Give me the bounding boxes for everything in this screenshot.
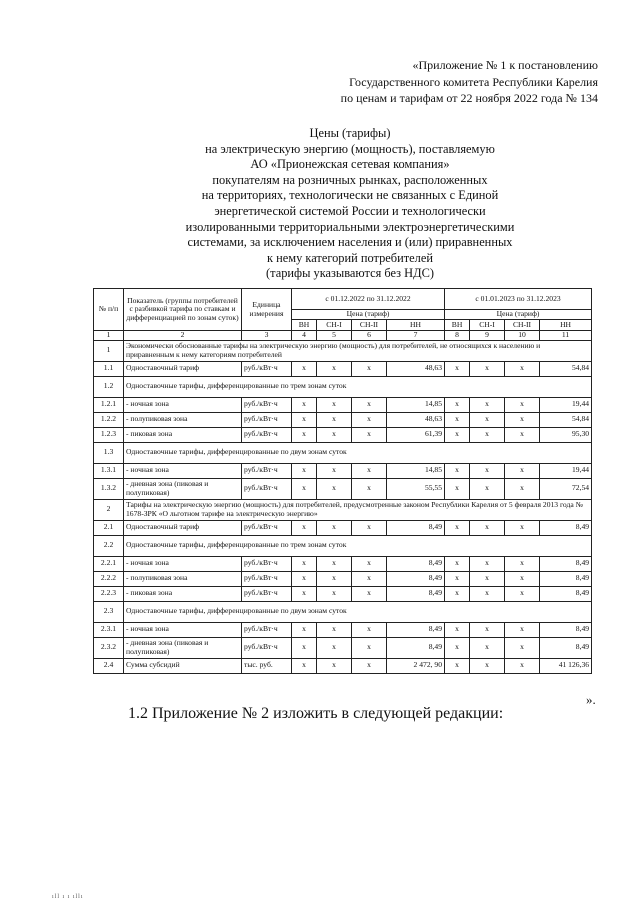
row-unit: руб./кВт·ч bbox=[242, 361, 292, 376]
tariff-value: 72,54 bbox=[540, 478, 592, 499]
tariff-value: 54,84 bbox=[540, 361, 592, 376]
tariff-value: 8,49 bbox=[387, 571, 445, 586]
tariff-value: 2 472, 90 bbox=[387, 658, 445, 673]
amendment-paragraph: 1.2 Приложение № 2 изложить в следующей редакции: bbox=[128, 705, 504, 722]
tariff-value: 54,84 bbox=[540, 412, 592, 427]
annex-line-1: «Приложение № 1 к постановлению bbox=[412, 58, 598, 72]
row-indicator: - ночная зона bbox=[124, 622, 242, 637]
tariff-value: x bbox=[505, 427, 540, 442]
section-title: Одноставочные тарифы, дифференцированные по трем зонам суток bbox=[124, 376, 592, 397]
header-price-2: Цена (тариф) bbox=[445, 310, 592, 320]
header-level: НН bbox=[387, 320, 445, 331]
tariff-value: x bbox=[445, 412, 470, 427]
tariff-value: x bbox=[292, 556, 317, 571]
row-indicator: - ночная зона bbox=[124, 397, 242, 412]
tariff-value: 8,49 bbox=[387, 637, 445, 658]
row-unit: руб./кВт·ч bbox=[242, 622, 292, 637]
annex-line-3: по ценам и тарифам от 22 ноября 2022 года № 134 bbox=[340, 91, 598, 105]
tariff-value: x bbox=[445, 520, 470, 535]
column-number: 5 bbox=[317, 331, 352, 341]
tariff-value: x bbox=[352, 520, 387, 535]
table-section-row bbox=[94, 535, 592, 556]
tariff-value: x bbox=[317, 658, 352, 673]
row-number: 2.3.2 bbox=[94, 637, 124, 658]
column-number: 6 bbox=[352, 331, 387, 341]
tariff-table bbox=[93, 288, 592, 674]
table-section-row bbox=[94, 499, 592, 520]
document-title bbox=[150, 126, 550, 282]
tariff-value: x bbox=[505, 412, 540, 427]
row-number: 1.2.3 bbox=[94, 427, 124, 442]
tariff-value: x bbox=[352, 478, 387, 499]
tariff-value: x bbox=[445, 586, 470, 601]
tariff-value: 19,44 bbox=[540, 397, 592, 412]
tariff-value: x bbox=[505, 361, 540, 376]
tariff-value: x bbox=[292, 658, 317, 673]
table-row bbox=[94, 520, 592, 535]
tariff-value: x bbox=[445, 427, 470, 442]
tariff-value: x bbox=[317, 361, 352, 376]
tariff-value: x bbox=[470, 556, 505, 571]
row-number: 1.2.1 bbox=[94, 397, 124, 412]
row-unit: руб./кВт·ч bbox=[242, 637, 292, 658]
tariff-value: x bbox=[505, 637, 540, 658]
header-period-1: с 01.12.2022 по 31.12.2022 bbox=[292, 289, 445, 310]
tariff-value: x bbox=[352, 571, 387, 586]
header-level: СН-I bbox=[470, 320, 505, 331]
header-num: № п/п bbox=[94, 289, 124, 331]
tariff-value: x bbox=[470, 427, 505, 442]
tariff-value: 19,44 bbox=[540, 463, 592, 478]
header-level: НН bbox=[540, 320, 592, 331]
row-unit: руб./кВт·ч bbox=[242, 478, 292, 499]
table-row bbox=[94, 571, 592, 586]
tariff-value: x bbox=[317, 478, 352, 499]
tariff-value: x bbox=[505, 463, 540, 478]
section-title: Одноставочные тарифы, дифференцированные по двум зонам суток bbox=[124, 601, 592, 622]
tariff-value: x bbox=[292, 427, 317, 442]
table-row bbox=[94, 412, 592, 427]
tariff-value: 14,85 bbox=[387, 463, 445, 478]
tariff-value: 8,49 bbox=[540, 556, 592, 571]
tariff-value: 41 126,36 bbox=[540, 658, 592, 673]
row-unit: руб./кВт·ч bbox=[242, 412, 292, 427]
annex-reference bbox=[341, 57, 598, 107]
tariff-value: x bbox=[317, 556, 352, 571]
title-line-1: Цены (тарифы) bbox=[309, 126, 391, 140]
tariff-value: x bbox=[445, 622, 470, 637]
row-indicator: - полупиковая зона bbox=[124, 571, 242, 586]
tariff-value: x bbox=[352, 463, 387, 478]
title-line-8: системами, за исключением населения и (или) приравненных bbox=[187, 235, 513, 250]
tariff-value: x bbox=[445, 658, 470, 673]
row-number: 2.2.2 bbox=[94, 571, 124, 586]
tariff-value: x bbox=[317, 622, 352, 637]
tariff-value: x bbox=[445, 556, 470, 571]
row-number: 1.3 bbox=[94, 442, 124, 463]
row-unit: руб./кВт·ч bbox=[242, 520, 292, 535]
header-level: СН-II bbox=[505, 320, 540, 331]
tariff-value: 14,85 bbox=[387, 397, 445, 412]
tariff-value: x bbox=[352, 637, 387, 658]
tariff-value: x bbox=[317, 463, 352, 478]
row-number: 2 bbox=[94, 499, 124, 520]
tariff-value: x bbox=[352, 658, 387, 673]
title-line-4: покупателям на розничных рынках, расположенных bbox=[212, 172, 488, 187]
tariff-value: x bbox=[317, 571, 352, 586]
tariff-value: 8,49 bbox=[540, 622, 592, 637]
row-indicator: - полупиковая зона bbox=[124, 412, 242, 427]
row-number: 1 bbox=[94, 340, 124, 361]
column-number: 4 bbox=[292, 331, 317, 341]
column-number: 11 bbox=[540, 331, 592, 341]
tariff-value: x bbox=[470, 520, 505, 535]
tariff-value: x bbox=[317, 520, 352, 535]
table-row bbox=[94, 478, 592, 499]
tariff-value: x bbox=[470, 478, 505, 499]
table-section-row bbox=[94, 442, 592, 463]
tariff-value: x bbox=[292, 463, 317, 478]
row-number: 2.3 bbox=[94, 601, 124, 622]
tariff-value: x bbox=[317, 637, 352, 658]
row-indicator: - ночная зона bbox=[124, 556, 242, 571]
row-number: 1.3.2 bbox=[94, 478, 124, 499]
title-line-5: на территориях, технологически не связанных с Единой bbox=[201, 188, 499, 203]
row-number: 1.1 bbox=[94, 361, 124, 376]
row-unit: руб./кВт·ч bbox=[242, 556, 292, 571]
title-line-10: (тарифы указываются без НДС) bbox=[266, 266, 434, 281]
tariff-value: x bbox=[505, 397, 540, 412]
row-indicator: - дневная зона (пиковая и полупиковая) bbox=[124, 478, 242, 499]
tariff-value: x bbox=[470, 463, 505, 478]
tariff-value: x bbox=[317, 397, 352, 412]
row-number: 2.2.1 bbox=[94, 556, 124, 571]
section-title: Одноставочные тарифы, дифференцированные по двум зонам суток bbox=[124, 442, 592, 463]
tariff-value: x bbox=[292, 478, 317, 499]
tariff-value: x bbox=[352, 586, 387, 601]
column-number: 3 bbox=[242, 331, 292, 341]
tariff-value: x bbox=[352, 397, 387, 412]
table-section-row bbox=[94, 340, 592, 361]
row-unit: руб./кВт·ч bbox=[242, 571, 292, 586]
row-number: 1.2 bbox=[94, 376, 124, 397]
row-indicator: - дневная зона (пиковая и полупиковая) bbox=[124, 637, 242, 658]
row-number: 2.2.3 bbox=[94, 586, 124, 601]
tariff-value: x bbox=[352, 556, 387, 571]
tariff-value: 8,49 bbox=[540, 586, 592, 601]
column-number: 1 bbox=[94, 331, 124, 341]
tariff-value: 8,49 bbox=[387, 586, 445, 601]
tariff-value: x bbox=[352, 361, 387, 376]
column-number: 10 bbox=[505, 331, 540, 341]
column-number-row bbox=[94, 331, 592, 341]
row-number: 1.3.1 bbox=[94, 463, 124, 478]
tariff-value: 8,49 bbox=[387, 622, 445, 637]
tariff-value: x bbox=[292, 571, 317, 586]
table-row bbox=[94, 622, 592, 637]
tariff-value: x bbox=[505, 622, 540, 637]
tariff-value: x bbox=[470, 361, 505, 376]
row-number: 2.1 bbox=[94, 520, 124, 535]
tariff-value: x bbox=[505, 478, 540, 499]
tariff-value: x bbox=[292, 412, 317, 427]
tariff-value: x bbox=[317, 412, 352, 427]
row-number: 2.4 bbox=[94, 658, 124, 673]
table-row bbox=[94, 463, 592, 478]
tariff-value: x bbox=[292, 622, 317, 637]
row-unit: руб./кВт·ч bbox=[242, 427, 292, 442]
title-line-3: АО «Прионежская сетевая компания» bbox=[250, 157, 450, 172]
tariff-value: x bbox=[470, 571, 505, 586]
tariff-value: x bbox=[352, 622, 387, 637]
column-number: 2 bbox=[124, 331, 242, 341]
row-indicator: - ночная зона bbox=[124, 463, 242, 478]
tariff-value: 55,55 bbox=[387, 478, 445, 499]
row-unit: руб./кВт·ч bbox=[242, 463, 292, 478]
tariff-value: x bbox=[505, 658, 540, 673]
tariff-value: x bbox=[470, 412, 505, 427]
tariff-value: x bbox=[292, 361, 317, 376]
row-number: 2.2 bbox=[94, 535, 124, 556]
section-title: Экономически обоснованные тарифы на электрическую энергию (мощность) для потребителей, не относящихся к населению и приравненным к нему категориям потребителей bbox=[124, 340, 592, 361]
tariff-value: x bbox=[470, 586, 505, 601]
tariff-value: 8,49 bbox=[387, 556, 445, 571]
row-indicator: Сумма субсидий bbox=[124, 658, 242, 673]
tariff-value: x bbox=[505, 571, 540, 586]
row-indicator: - пиковая зона bbox=[124, 427, 242, 442]
table-row bbox=[94, 361, 592, 376]
tariff-value: 61,39 bbox=[387, 427, 445, 442]
row-indicator: - пиковая зона bbox=[124, 586, 242, 601]
tariff-value: x bbox=[445, 361, 470, 376]
header-period-2: с 01.01.2023 по 31.12.2023 bbox=[445, 289, 592, 310]
tariff-value: x bbox=[445, 637, 470, 658]
row-unit: тыс. руб. bbox=[242, 658, 292, 673]
tariff-value: x bbox=[470, 637, 505, 658]
column-number: 7 bbox=[387, 331, 445, 341]
row-indicator: Одноставочный тариф bbox=[124, 520, 242, 535]
title-line-9: к нему категорий потребителей bbox=[267, 250, 433, 265]
header-level: СН-I bbox=[317, 320, 352, 331]
tariff-value: 8,49 bbox=[540, 637, 592, 658]
scan-artifact: ıll ı ı ıllı bbox=[52, 894, 84, 900]
tariff-value: x bbox=[470, 397, 505, 412]
section-title: Одноставочные тарифы, дифференцированные по трем зонам суток bbox=[124, 535, 592, 556]
tariff-value: 8,49 bbox=[540, 571, 592, 586]
tariff-value: x bbox=[317, 427, 352, 442]
title-line-2: на электрическую энергию (мощность), поставляемую bbox=[205, 141, 495, 156]
tariff-value: x bbox=[505, 556, 540, 571]
header-level: ВН bbox=[445, 320, 470, 331]
table-section-row bbox=[94, 601, 592, 622]
tariff-value: x bbox=[470, 658, 505, 673]
tariff-value: x bbox=[445, 463, 470, 478]
tariff-value: x bbox=[292, 586, 317, 601]
tariff-value: x bbox=[470, 622, 505, 637]
row-unit: руб./кВт·ч bbox=[242, 586, 292, 601]
header-price-1: Цена (тариф) bbox=[292, 310, 445, 320]
tariff-value: x bbox=[445, 397, 470, 412]
header-level: СН-II bbox=[352, 320, 387, 331]
tariff-value: x bbox=[292, 397, 317, 412]
row-unit: руб./кВт·ч bbox=[242, 397, 292, 412]
tariff-value: x bbox=[352, 427, 387, 442]
annex-line-2: Государственного комитета Республики Карелия bbox=[349, 74, 598, 89]
table-row bbox=[94, 397, 592, 412]
tariff-value: x bbox=[505, 586, 540, 601]
tariff-value: 95,30 bbox=[540, 427, 592, 442]
header-level: ВН bbox=[292, 320, 317, 331]
title-line-7: изолированными территориальными электроэнергетическими bbox=[185, 219, 515, 234]
row-number: 1.2.2 bbox=[94, 412, 124, 427]
header-unit: Единица измерения bbox=[242, 289, 292, 331]
column-number: 9 bbox=[470, 331, 505, 341]
table-row bbox=[94, 658, 592, 673]
tariff-value: x bbox=[292, 520, 317, 535]
header-indicator: Показатель (группы потребителей с разбивкой тарифа по ставкам и дифференциацией по зонам суток) bbox=[124, 289, 242, 331]
tariff-value: 8,49 bbox=[540, 520, 592, 535]
tariff-value: 48,63 bbox=[387, 412, 445, 427]
table-row bbox=[94, 427, 592, 442]
tariff-value: x bbox=[317, 586, 352, 601]
tariff-value: 48,63 bbox=[387, 361, 445, 376]
table-section-row bbox=[94, 376, 592, 397]
tariff-value: 8,49 bbox=[387, 520, 445, 535]
tariff-value: x bbox=[445, 571, 470, 586]
tariff-value: x bbox=[292, 637, 317, 658]
table-row bbox=[94, 637, 592, 658]
section-title: Тарифы на электрическую энергию (мощность) для потребителей, предусмотренные законом Республики Карелия от 5 февраля 2013 года № 1678-ЗРК «О льготном тарифе на электрическую энергию» bbox=[124, 499, 592, 520]
tariff-value: x bbox=[505, 520, 540, 535]
table-body bbox=[94, 331, 592, 674]
table-row bbox=[94, 586, 592, 601]
column-number: 8 bbox=[445, 331, 470, 341]
title-line-6: энергетической системой России и технологически bbox=[214, 203, 486, 218]
table-row bbox=[94, 556, 592, 571]
closing-quote: ». bbox=[586, 692, 596, 707]
row-indicator: Одноставочный тариф bbox=[124, 361, 242, 376]
tariff-value: x bbox=[352, 412, 387, 427]
tariff-value: x bbox=[445, 478, 470, 499]
row-number: 2.3.1 bbox=[94, 622, 124, 637]
